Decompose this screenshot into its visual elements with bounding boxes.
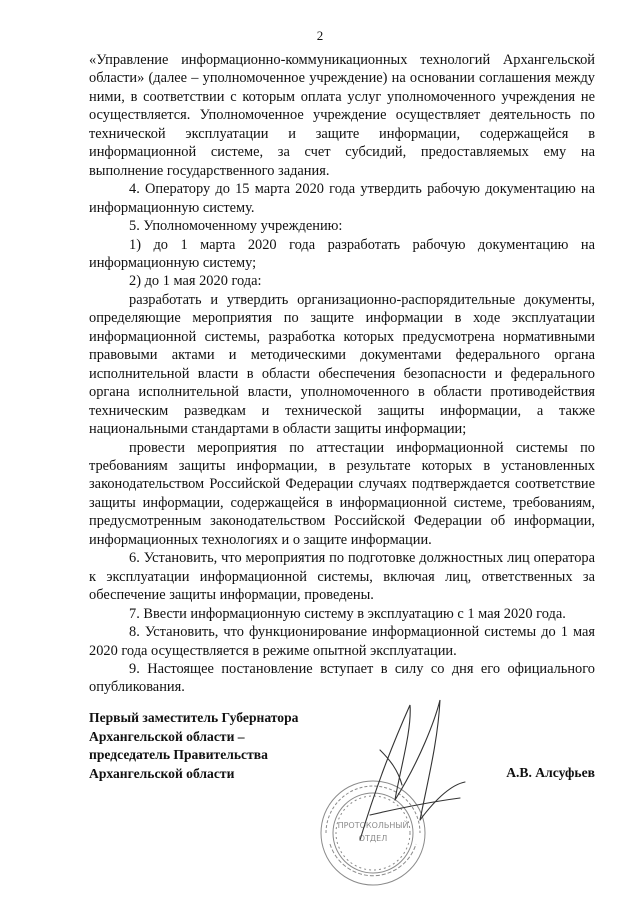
signatory-name: А.В. Алсуфьев [506, 765, 595, 780]
paragraph-attestation: провести мероприятия по аттестации информационной системы по требованиям защиты информации, в результате которых в установленных законодательством Российской Федерации случаях подтверждается соответствие защиты информации, содержащейся в информационной системе, требованиям, предусмотренным законодательством Российской Федерации об информации, информационных технологиях и о защите информации. [89, 439, 595, 548]
paragraph-item-6: 6. Установить, что мероприятия по подготовке должностных лиц оператора к эксплуатации информационной системы, включая лиц, ответственных за обеспечение защиты информации, проведены. [89, 550, 595, 604]
document-body [89, 51, 595, 697]
signatory-title-line: Первый заместитель Губернатора [89, 710, 299, 725]
signatory-title-line: Архангельской области – [89, 728, 245, 744]
paragraph-subitem-2: 2) до 1 мая 2020 года: [129, 273, 262, 290]
svg-text:ОТДЕЛ: ОТДЕЛ [358, 834, 388, 843]
paragraph-item-9: 9. Настоящее постановление вступает в силу со дня его официального опубликования. [89, 660, 595, 696]
signatory-title-line: председатель Правительства [89, 747, 268, 762]
signatory-title [89, 709, 329, 783]
paragraph-item-4: 4. Оператору до 15 марта 2020 года утвердить рабочую документацию на информационную систему. [89, 181, 595, 216]
paragraph-item-8: 8. Установить, что функционирование информационной системы до 1 мая 2020 года осуществляется в режиме опытной эксплуатации. [89, 624, 595, 659]
paragraph-continuation: «Управление информационно-коммуникационных технологий Архангельской области» (далее – уполномоченное учреждение) на основании соглашения между ними, в соответствии с которым оплата услуг уполномоченного учреждения не осуществляется. Уполномоченное учреждение осуществляет деятельность по технической эксплуатации и защите информации, содержащейся в информационной системе, за счет субсидий, предоставляемых ему на выполнение государственного задания. [89, 52, 595, 179]
svg-text:ПРОТОКОЛЬНЫЙ: ПРОТОКОЛЬНЫЙ [337, 821, 409, 830]
paragraph-item-7: 7. Ввести информационную систему в эксплуатацию с 1 мая 2020 года. [129, 605, 566, 622]
paragraph-item-5: 5. Уполномоченному учреждению: [129, 218, 343, 235]
page-number: 2 [316, 28, 324, 43]
signatory-title-line: Архангельской области [89, 765, 235, 781]
paragraph-develop-documents: разработать и утвердить организационно-распорядительные документы, определяющие мероприятия по защите информации в ходе эксплуатации информационной системы, разработка которых предусмотрена нормативными правовыми актами и методическими документами федерального органа исполнительной власти в области обеспечения безопасности и федерального органа исполнительной власти, уполномоченного в области противодействия техническим разведкам и технической защиты информации, а также национальными стандартами в области защиты информации; [89, 291, 595, 438]
handwritten-signature [337, 690, 480, 865]
paragraph-subitem-1: 1) до 1 марта 2020 года разработать рабочую документацию на информационную систему; [89, 236, 595, 271]
